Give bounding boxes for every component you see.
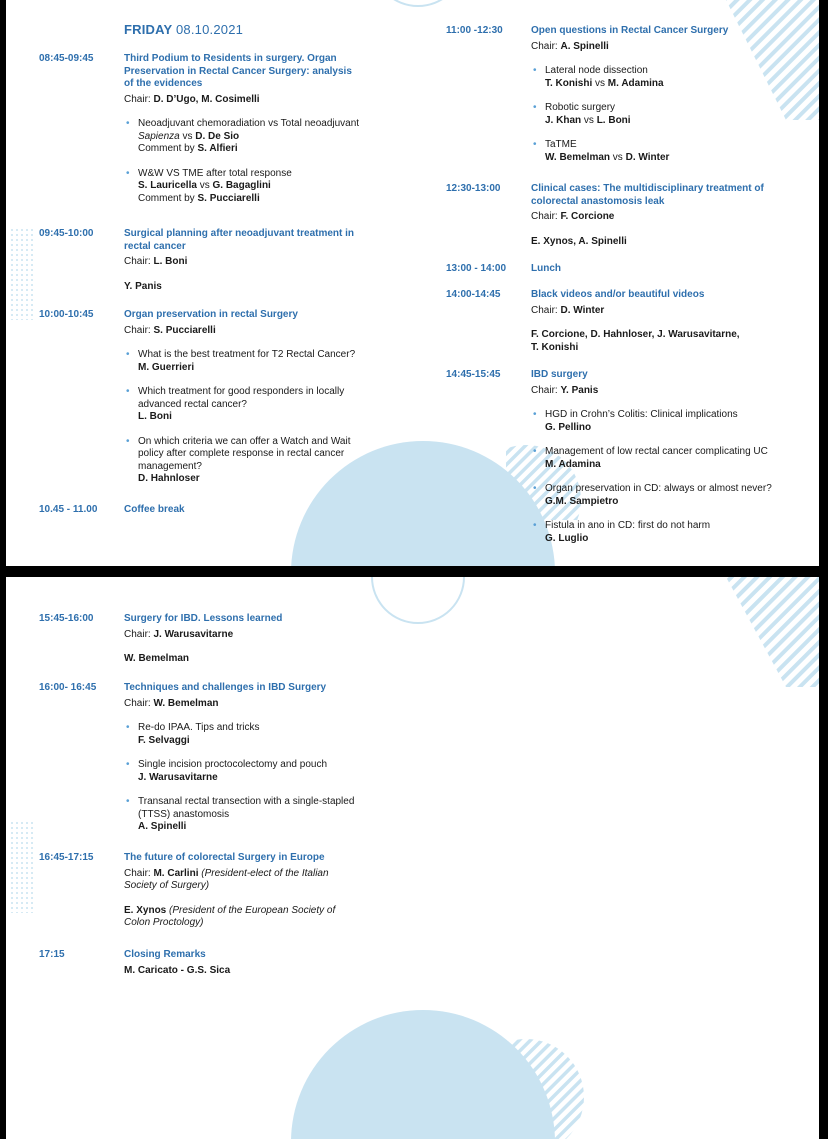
speaker-note: (President of the European Society of Colon Proctology) <box>124 904 336 928</box>
session-chair <box>124 94 364 107</box>
session-block <box>124 852 359 930</box>
chair-label: Chair: <box>531 304 558 316</box>
chair-label: Chair: <box>124 93 151 105</box>
talk-title: • HGD in Crohn’s Colitis: Clinical implications <box>545 409 738 420</box>
session-chair <box>124 629 384 642</box>
session-speaker: M. Caricato - G.S. Sica <box>124 964 231 976</box>
session-block <box>124 228 374 293</box>
talk-item <box>124 118 364 156</box>
chair-label: Chair: <box>124 628 151 640</box>
chair-label: Chair: <box>531 40 558 52</box>
session-chair <box>124 868 359 893</box>
vs-label: vs <box>196 180 213 191</box>
session-time: 16:45-17:15 <box>39 852 94 863</box>
vs-label: vs <box>581 114 597 126</box>
date-label: 08.10.2021 <box>175 22 244 37</box>
striped-circle-decoration <box>506 1017 586 1139</box>
talk-title: • Management of low rectal cancer complicating UC <box>545 446 768 457</box>
session-time: 16:00- 16:45 <box>39 682 97 693</box>
session-time: 10.45 - 11.00 <box>39 504 98 515</box>
talk-speaker: G. Luglio <box>545 532 589 544</box>
talk-speaker: M. Adamina <box>545 458 601 470</box>
session-speaker: E. Xynos, A. Spinelli <box>531 235 627 247</box>
striped-corner-decoration <box>716 577 819 687</box>
session-title: Closing Remarks <box>124 949 206 960</box>
talk-speaker-b: G. Bagaglini <box>212 180 271 191</box>
vs-label: vs <box>179 130 196 142</box>
talk-item <box>531 483 811 508</box>
talk-speaker: F. Selvaggi <box>138 734 190 746</box>
session-title: Organ preservation in rectal Surgery <box>124 309 298 320</box>
session-speakers: T. Konishi <box>531 341 579 353</box>
session-time: 08:45-09:45 <box>39 53 94 64</box>
talk-item <box>124 386 379 424</box>
chair-note: (President-elect of the Italian Society of Surgery) <box>124 867 329 891</box>
talk-item <box>531 65 811 90</box>
chair-names: S. Pucciarelli <box>153 324 216 336</box>
program-page-2 <box>6 577 819 1139</box>
session-title: Black videos and/or beautiful videos <box>531 289 705 300</box>
chair-names: D. D’Ugo, M. Cosimelli <box>153 93 260 105</box>
session-title: Open questions in Rectal Cancer Surgery <box>531 25 729 36</box>
talk-title: • Re-do IPAA. Tips and tricks <box>138 722 260 733</box>
session-title: IBD surgery <box>531 369 588 380</box>
session-speakers: F. Corcione, D. Hahnloser, J. Warusavitarne, <box>531 329 740 340</box>
talk-title: • What is the best treatment for T2 Rectal Cancer? <box>138 349 356 360</box>
session-time: 14:00-14:45 <box>446 289 501 300</box>
chair-names: M. Carlini <box>153 867 199 879</box>
talk-speaker: D. Hahnloser <box>138 473 200 484</box>
session-speaker: W. Bemelman <box>124 653 190 664</box>
session-chair <box>124 256 374 269</box>
dot-grid-decoration <box>10 821 36 913</box>
chair-names: Y. Panis <box>560 384 599 396</box>
chair-label: Chair: <box>531 211 558 222</box>
talk-item <box>124 722 384 747</box>
session-chair <box>531 305 811 318</box>
session-time: 10:00-10:45 <box>39 309 94 320</box>
session-title: Coffee break <box>124 504 185 515</box>
talk-speaker-b: D. De Sio <box>195 130 240 142</box>
session-block <box>531 289 811 354</box>
session-time: 11:00 -12:30 <box>446 25 503 36</box>
session-title: Third Podium to Residents in surgery. Organ Preservation in Rectal Cancer Surgery: analysis of the evidences <box>124 53 352 89</box>
session-chair <box>124 325 379 338</box>
session-block <box>124 504 324 517</box>
session-block <box>531 369 811 545</box>
session-chair <box>531 211 781 224</box>
talk-item <box>124 436 379 486</box>
talk-title: • TaTME <box>545 139 577 150</box>
talk-speaker-b: D. Winter <box>625 151 670 163</box>
session-time: 13:00 - 14:00 <box>446 263 507 274</box>
talk-item <box>124 349 379 374</box>
talk-speaker: L. Boni <box>138 411 172 422</box>
talk-title: • Organ preservation in CD: always or almost never? <box>545 483 772 494</box>
talk-item <box>124 168 364 206</box>
session-speaker: E. Xynos <box>124 904 167 916</box>
talk-title: • Single incision proctocolectomy and pouch <box>138 759 327 770</box>
talk-speaker-b: M. Adamina <box>607 77 664 89</box>
talk-speaker-a: J. Khan <box>545 114 582 126</box>
session-title: Surgery for IBD. Lessons learned <box>124 613 283 624</box>
session-time: 17:15 <box>39 949 65 960</box>
talk-speaker: M. Guerrieri <box>138 361 195 373</box>
talk-speaker-a: T. Konishi <box>545 77 593 89</box>
chair-names: J. Warusavitarne <box>153 628 234 640</box>
chair-label: Chair: <box>124 697 151 709</box>
session-title: Lunch <box>531 263 561 274</box>
session-time: 15:45-16:00 <box>39 613 94 624</box>
session-speaker: Y. Panis <box>124 280 162 292</box>
session-block <box>124 53 364 205</box>
chair-label: Chair: <box>124 867 151 879</box>
talk-title: • W&W VS TME after total response <box>138 167 292 179</box>
chair-label: Chair: <box>124 256 151 267</box>
chair-names: W. Bemelman <box>153 697 219 709</box>
talk-item <box>124 796 384 834</box>
chair-names: L. Boni <box>153 256 188 267</box>
talk-item <box>124 759 384 784</box>
talk-title: • Fistula in ano in CD: first do not harm <box>545 520 711 531</box>
talk-title: • On which criteria we can offer a Watch and Wait policy after complete response in rectal cancer management? <box>138 435 351 472</box>
chair-names: F. Corcione <box>560 211 615 222</box>
talk-speaker-b: L. Boni <box>596 114 631 126</box>
session-time: 12:30-13:00 <box>446 183 501 194</box>
session-title: Surgical planning after neoadjuvant treatment in rectal cancer <box>124 228 355 252</box>
talk-item <box>531 102 811 127</box>
vs-label: vs <box>610 151 626 163</box>
program-page-1 <box>6 0 819 566</box>
session-chair <box>531 385 811 398</box>
session-block <box>124 613 384 666</box>
day-heading <box>124 22 243 37</box>
session-title: Techniques and challenges in IBD Surgery <box>124 682 327 693</box>
talk-title: • Lateral node dissection <box>545 65 648 76</box>
talk-speaker-a: S. Lauricella <box>138 180 197 191</box>
session-chair <box>531 41 811 54</box>
comment-label: Comment by <box>138 143 198 154</box>
talk-item <box>531 520 811 545</box>
session-block <box>124 949 364 977</box>
session-chair <box>124 698 384 711</box>
talk-speaker: J. Warusavitarne <box>138 771 218 783</box>
talk-title: • Robotic surgery <box>545 102 616 113</box>
session-block <box>531 183 781 248</box>
session-block <box>531 25 811 164</box>
vs-label: vs <box>592 77 608 89</box>
talk-speaker: G. Pellino <box>545 421 592 433</box>
talk-title: • Which treatment for good responders in locally advanced rectal cancer? <box>138 386 345 410</box>
chair-names: D. Winter <box>560 304 605 316</box>
talk-item <box>531 409 811 434</box>
circle-outline-decoration <box>368 0 468 20</box>
chair-label: Chair: <box>124 324 151 336</box>
talk-item <box>531 446 811 471</box>
talk-speaker-a: Sapienza <box>138 130 180 142</box>
comment-by: S. Pucciarelli <box>197 192 260 204</box>
session-time: 14:45-15:45 <box>446 369 501 380</box>
talk-speaker: G.M. Sampietro <box>545 495 619 507</box>
day-label: FRIDAY <box>124 22 173 37</box>
talk-item <box>531 139 811 164</box>
talk-speaker: A. Spinelli <box>138 821 187 832</box>
session-block <box>531 263 731 276</box>
session-block <box>124 309 379 486</box>
dot-grid-decoration <box>10 228 36 320</box>
chair-names: A. Spinelli <box>560 40 609 52</box>
chair-label: Chair: <box>531 384 558 396</box>
talk-title: • Transanal rectal transection with a single-stapled (TTSS) anastomosis <box>138 796 355 820</box>
comment-by: S. Alfieri <box>197 143 238 154</box>
session-title: Clinical cases: The multidisciplinary treatment of colorectal anastomosis leak <box>531 183 764 207</box>
session-title: The future of colorectal Surgery in Europe <box>124 852 325 863</box>
talk-speaker-a: W. Bemelman <box>545 151 611 163</box>
comment-label: Comment by <box>138 192 198 204</box>
session-time: 09:45-10:00 <box>39 228 94 239</box>
session-block <box>124 682 384 834</box>
talk-title: • Neoadjuvant chemoradiation vs Total neoadjuvant <box>138 118 360 129</box>
